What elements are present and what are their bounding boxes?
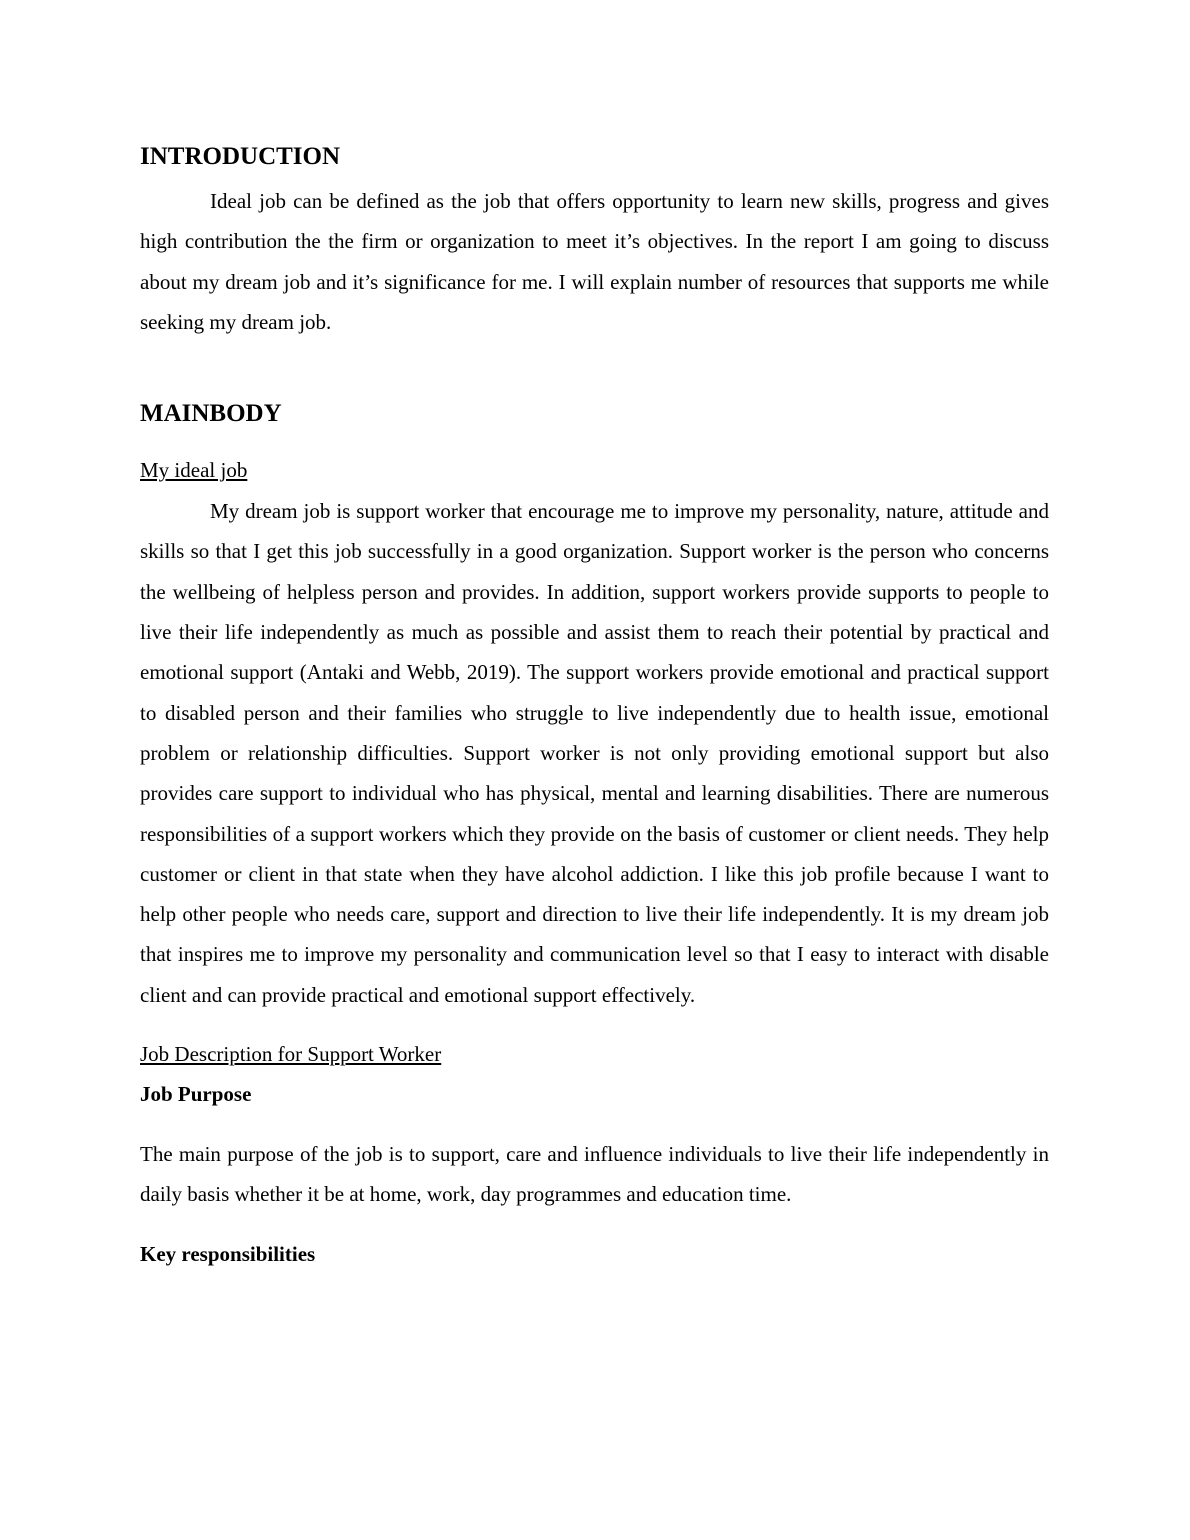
mainbody-heading: MAINBODY (140, 400, 282, 428)
key-responsibilities-heading: Key responsibilities (140, 1241, 316, 1266)
introduction-paragraph: Ideal job can be defined as the job that offers opportunity to learn new skills, progress and gives high contribution the the firm or organization to meet it’s objectives. In the report I am going to discuss about my dream job and it’s significance for me. I will explain number of resources that supports me while seeking my dream job. (140, 189, 1049, 334)
job-description-subheading: Job Description for Support Worker (140, 1042, 442, 1067)
document-page (140, 139, 1049, 1274)
ideal-job-paragraph: My dream job is support worker that encourage me to improve my personality, nature, attitude and skills so that I get this job successfully in a good organization. Support worker is the person who concerns the wellbeing of helpless person and provides. In addition, support workers provide supports to people to live their life independently as much as possible and assist them to reach their potential by practical and emotional support (Antaki and Webb, 2019). The support workers provide emotional and practical support to disabled person and their families who struggle to live independently due to health issue, emotional problem or relationship difficulties. Support worker is not only providing emotional support but also provides care support to individual who has physical, mental and learning disabilities. There are numerous responsibilities of a support workers which they provide on the basis of customer or client needs. They help customer or client in that state when they have alcohol addiction. I like this job profile because I want to help other people who needs care, support and direction to live their life independently. It is my dream job that inspires me to improve my personality and communication level so that I easy to interact with disable client and can provide practical and emotional support effectively. (140, 499, 1049, 1007)
ideal-job-subheading: My ideal job (140, 458, 248, 483)
job-purpose-paragraph: The main purpose of the job is to support, care and influence individuals to live their life independently in daily basis whether it be at home, work, day programmes and education time. (140, 1142, 1049, 1207)
introduction-heading: INTRODUCTION (140, 143, 341, 170)
job-purpose-heading: Job Purpose (140, 1082, 252, 1107)
